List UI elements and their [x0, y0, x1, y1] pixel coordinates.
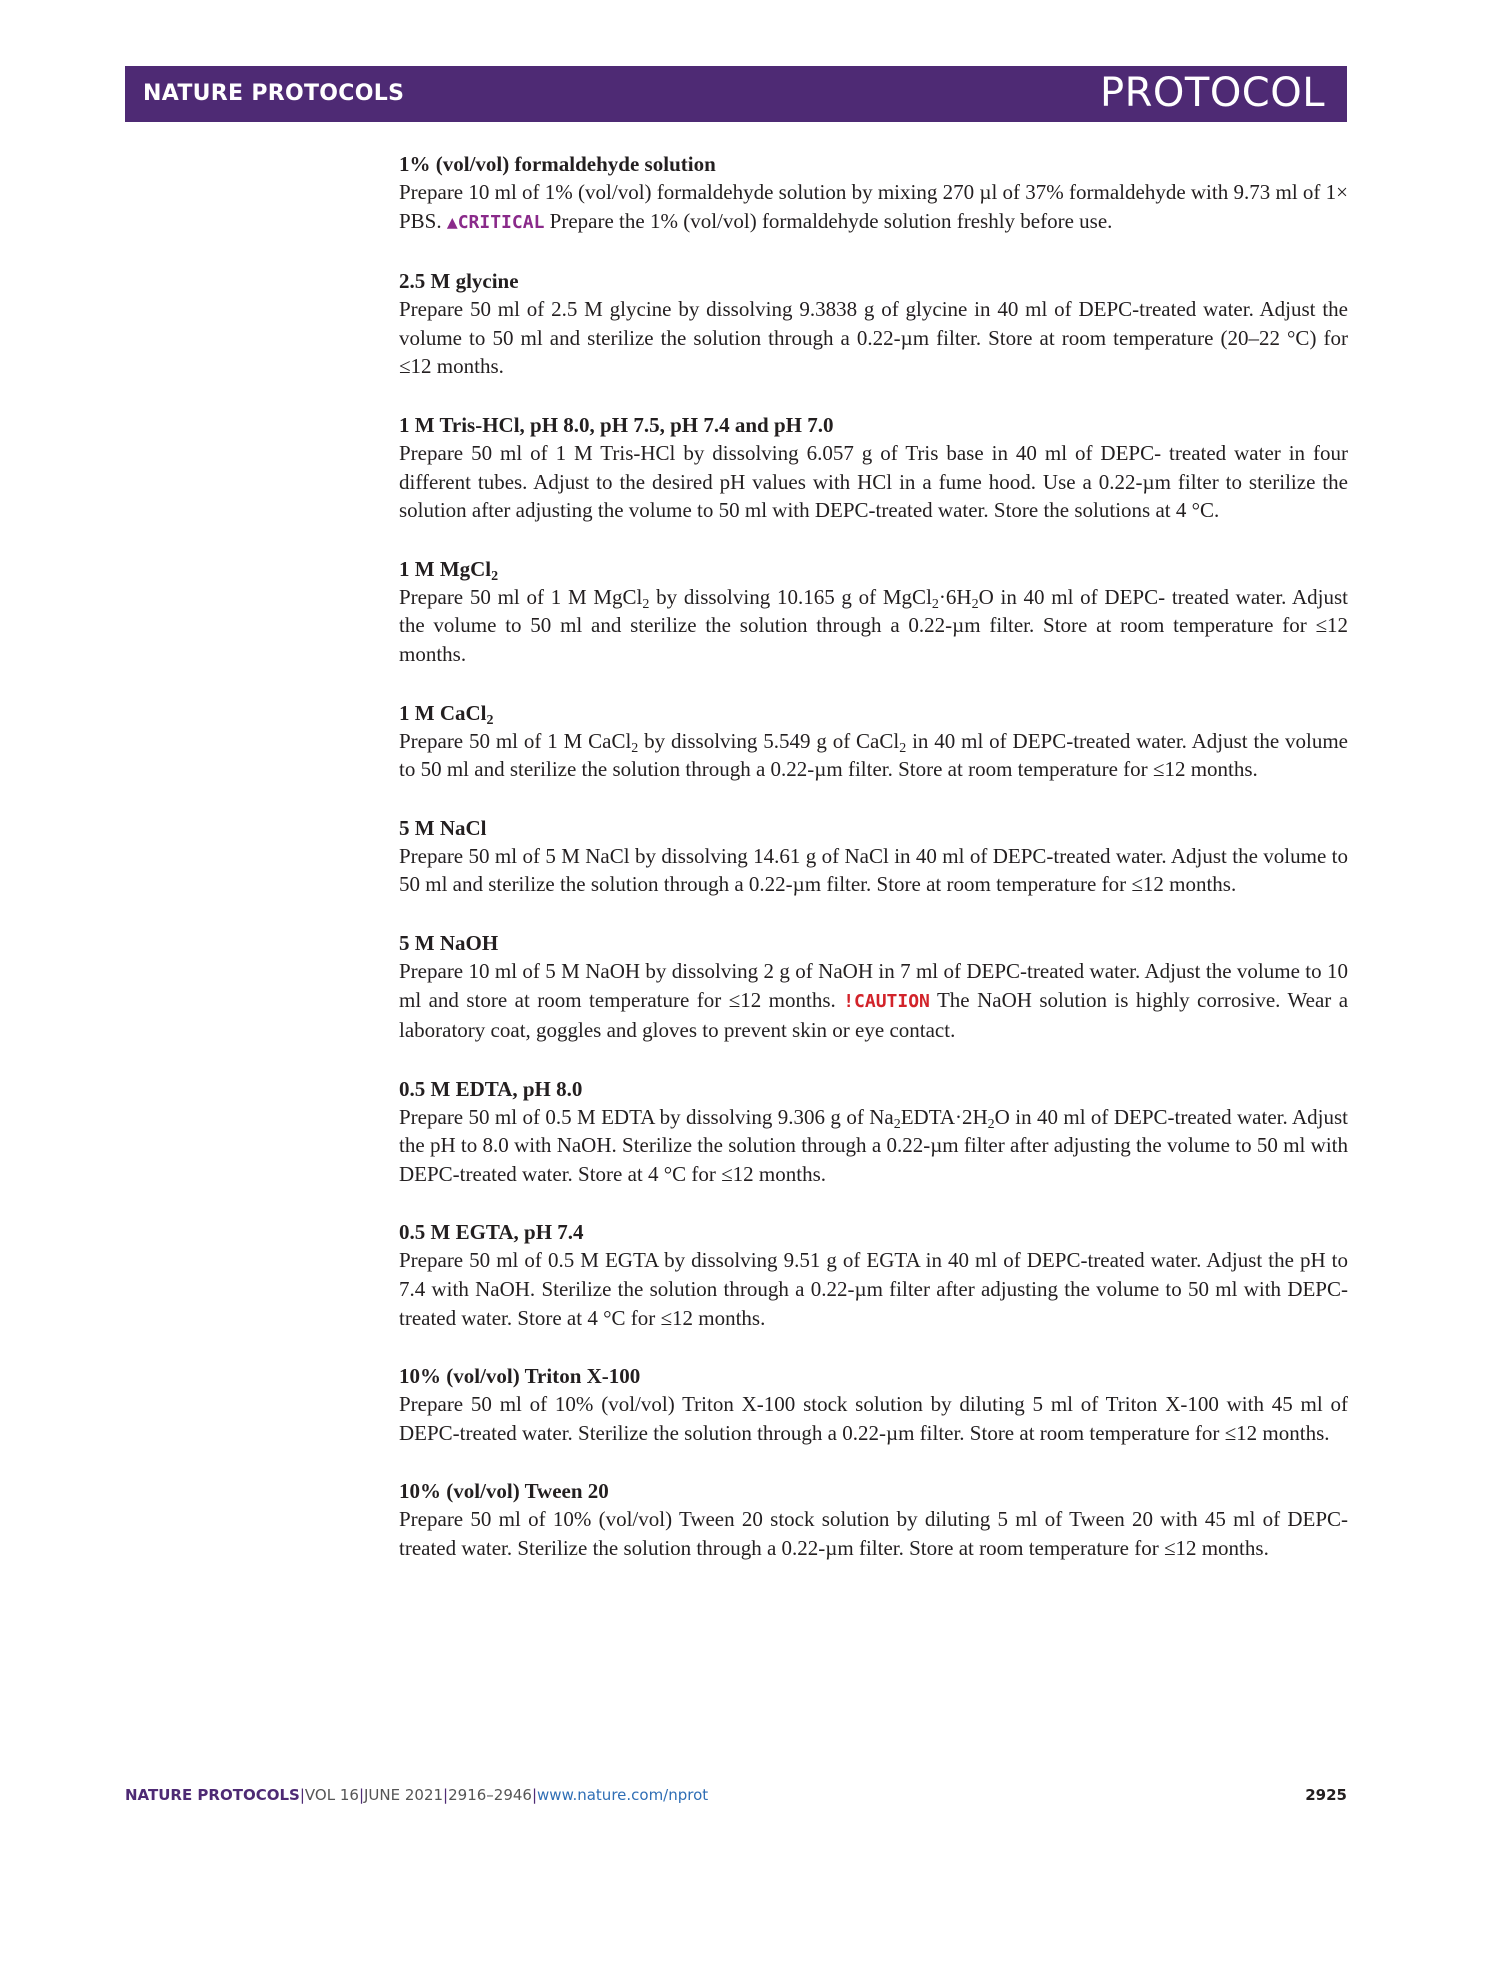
page-footer: NATURE PROTOCOLS|VOL 16|JUNE 2021|2916–2946|www.nature.com/nprot 2925 [125, 1786, 1347, 1804]
section-title: 0.5 M EGTA, pH 7.4 [399, 1220, 584, 1245]
footer-journal: NATURE PROTOCOLS [125, 1786, 300, 1804]
reagent-setup-content [399, 150, 1348, 1593]
section-body: Prepare 10 ml of 1% (vol/vol) formaldehyde solution by mixing 270 µl of 37% formaldehyde with 9.73 ml of 1× PBS. ▲CRITICAL Prepare the 1% (vol/vol) formaldehyde solution freshly before use. [399, 180, 1348, 233]
section-formaldehyde [399, 150, 1348, 237]
section-body: Prepare 50 ml of 1 M CaCl$_2$ by dissolving 5.549 g of CaCl$_2$ in 40 ml of DEPC-treated water. Adjust the volume to 50 ml and sterilize the solution through a 0.22-µm filter. Store at room temperature for ≤12 months. [399, 728, 1348, 782]
article-type-label: PROTOCOL [1099, 70, 1325, 116]
section-tris-hcl [399, 411, 1348, 525]
section-title: 1 M MgCl$_2$ [399, 556, 499, 584]
section-title: 0.5 M EDTA, pH 8.0 [399, 1076, 583, 1101]
footer-pages: 2916–2946 [448, 1786, 532, 1804]
section-glycine [399, 267, 1348, 381]
section-edta [399, 1075, 1348, 1189]
journal-name: NATURE PROTOCOLS [143, 81, 405, 106]
critical-tag: ▲CRITICAL [446, 211, 545, 233]
section-title: 5 M NaOH [399, 930, 499, 955]
section-body: Prepare 50 ml of 10% (vol/vol) Tween 20 stock solution by diluting 5 ml of Tween 20 with 45 ml of DEPC-treated water. Sterilize the solution through a 0.22-µm filter. Store at room temperature for ≤12 months. [399, 1507, 1348, 1561]
journal-header-bar [125, 66, 1347, 122]
section-title: 10% (vol/vol) Tween 20 [399, 1479, 609, 1504]
section-body: Prepare 50 ml of 2.5 M glycine by dissolving 9.3838 g of glycine in 40 ml of DEPC-treated water. Adjust the volume to 50 ml and sterilize the solution through a 0.22-µm filter. Store at room temperature (20–22 °C) for ≤12 months. [399, 297, 1348, 379]
section-body: Prepare 50 ml of 10% (vol/vol) Triton X-100 stock solution by diluting 5 ml of Triton X-100 with 45 ml of DEPC-treated water. Sterilize the solution through a 0.22-µm filter. Store at room temperature for ≤12 months. [399, 1392, 1348, 1445]
section-body: Prepare 50 ml of 1 M MgCl$_2$ by dissolving 10.165 g of $MgCl_2\cdot 6H_2O$ in 40 ml of DEPC- treated water. Adjust the volume to 50 ml and sterilize the solution through a 0.22-µm filter. Store at room temperature for ≤12 months. [399, 584, 1348, 666]
section-body: Prepare 10 ml of 5 M NaOH by dissolving 2 g of NaOH in 7 ml of DEPC-treated water. Adjust the volume to 10 ml and store at room temperature for ≤12 months. !CAUTION The NaOH solution is highly corrosive. Wear a laboratory coat, goggles and gloves to prevent skin or eye contact. [399, 958, 1349, 1043]
caution-tag: !CAUTION [843, 990, 930, 1012]
section-body: Prepare 50 ml of 5 M NaCl by dissolving 14.61 g of NaCl in 40 ml of DEPC-treated water. Adjust the volume to 50 ml and sterilize the solution through a 0.22-µm filter. Store at room temperature for ≤12 months. [399, 843, 1348, 897]
section-cacl2 [399, 699, 1348, 784]
section-egta [399, 1218, 1348, 1332]
footer-volume: VOL 16 [304, 1786, 359, 1804]
section-nacl [399, 814, 1348, 899]
section-title: 1 M Tris-HCl, pH 8.0, pH 7.5, pH 7.4 and pH 7.0 [399, 412, 834, 437]
section-title: 5 M NaCl [399, 815, 487, 840]
section-title: 1% (vol/vol) formaldehyde solution [399, 152, 716, 176]
section-title: 10% (vol/vol) Triton X-100 [399, 1364, 641, 1389]
section-title: 1 M CaCl$_2$ [399, 700, 494, 728]
section-mgcl2 [399, 555, 1348, 669]
section-naoh [399, 929, 1348, 1045]
section-body: Prepare 50 ml of 0.5 M EDTA by dissolving 9.306 g of $Na_2EDTA\cdot 2H_2O$ in 40 ml of DEPC-treated water. Adjust the pH to 8.0 with NaOH. Sterilize the solution through a 0.22-µm filter after adjusting the volume to 50 ml with DEPC-treated water. Store at 4 °C for ≤12 months. [399, 1104, 1348, 1186]
footer-url-link[interactable]: www.nature.com/nprot [537, 1786, 709, 1804]
section-title: 2.5 M glycine [399, 269, 519, 294]
section-triton [399, 1362, 1348, 1447]
section-body: Prepare 50 ml of 1 M Tris-HCl by dissolving 6.057 g of Tris base in 40 ml of DEPC- treated water in four different tubes. Adjust to the desired pH values with HCl in a fume hood. Use a 0.22-µm filter to sterilize the solution after adjusting the volume to 50 ml with DEPC-treated water. Store the solutions at 4 °C. [399, 440, 1348, 523]
page-number: 2925 [1305, 1786, 1347, 1804]
footer-date: JUNE 2021 [364, 1786, 444, 1804]
section-tween [399, 1477, 1348, 1562]
section-body: Prepare 50 ml of 0.5 M EGTA by dissolving 9.51 g of EGTA in 40 ml of DEPC-treated water. Adjust the pH to 7.4 with NaOH. Sterilize the solution through a 0.22-µm filter after adjusting the volume to 50 ml with DEPC-treated water. Store at 4 °C for ≤12 months. [399, 1248, 1348, 1330]
